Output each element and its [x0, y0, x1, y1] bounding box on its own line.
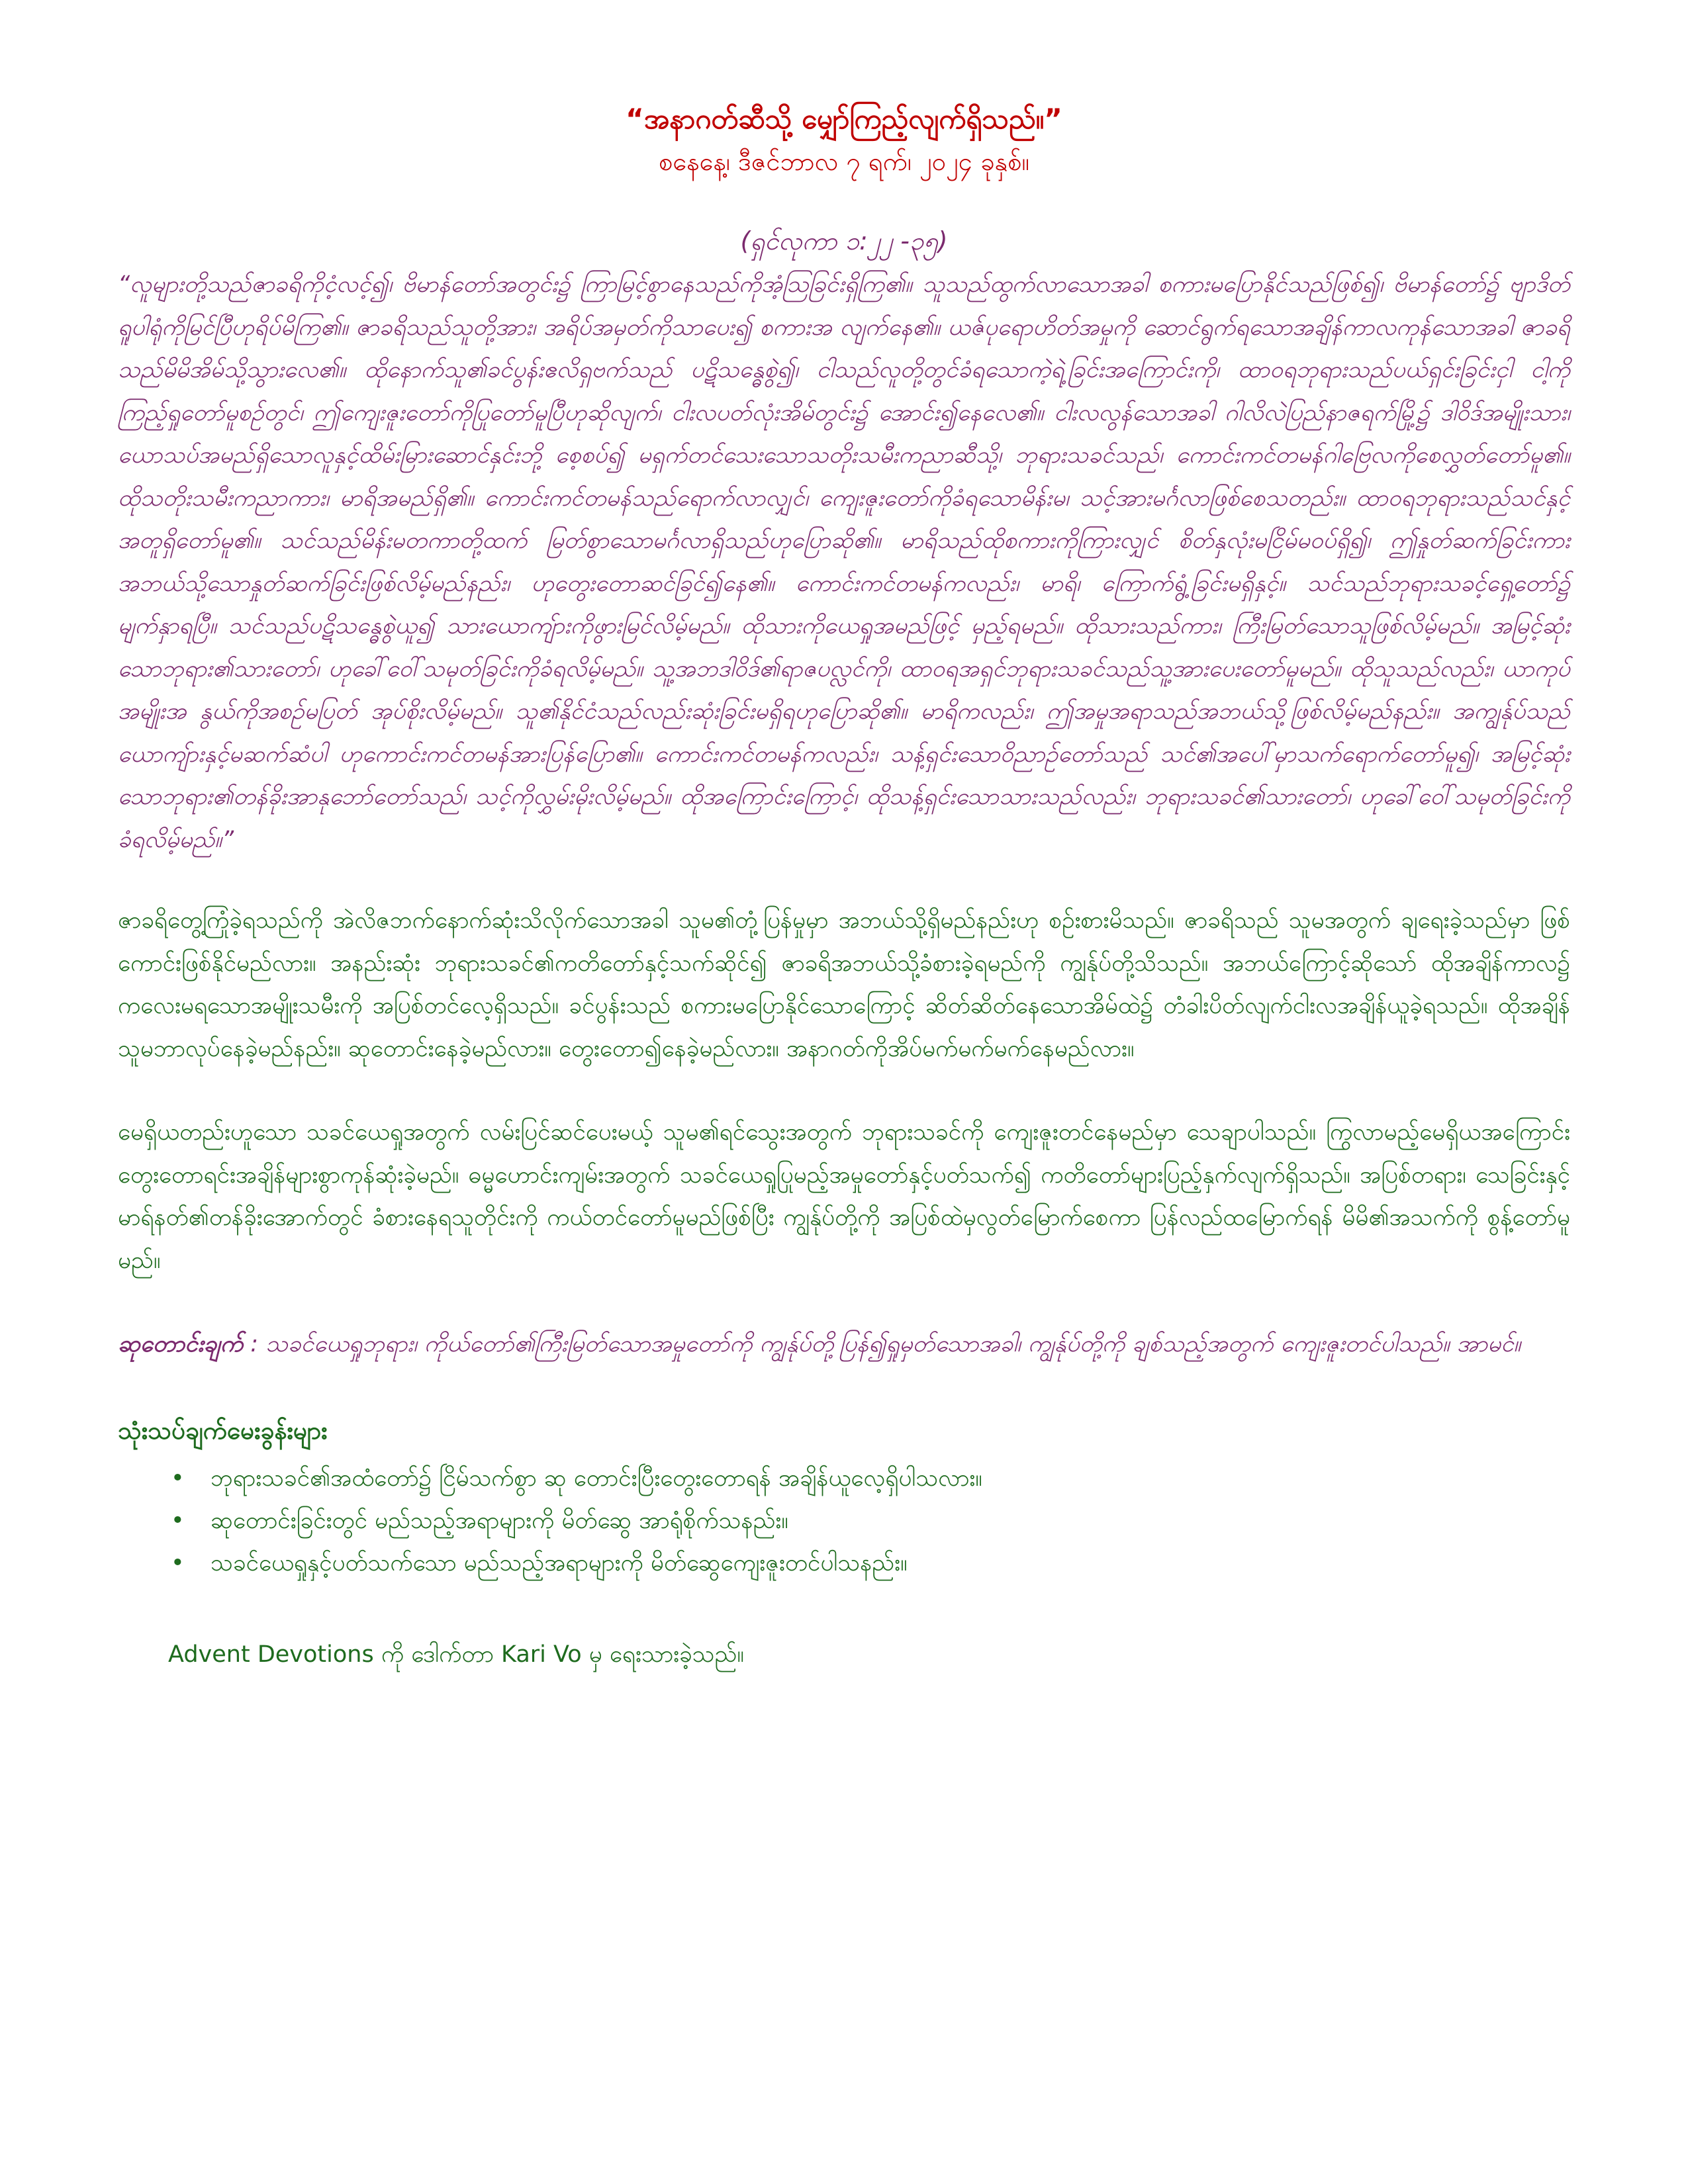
prayer-label: ဆုတောင်းချက် — [118, 1331, 244, 1357]
question-text: ဘုရားသခင်၏အထံတော်၌ ငြိမ်သက်စွာ ဆု တောင်းပြီးတွေးတောရန် အချိန်ယူလေ့ရှိပါသလား။ — [211, 1465, 982, 1492]
bullet-icon: • — [171, 1549, 185, 1576]
list-item — [171, 1542, 1570, 1584]
questions-heading: သုံးသပ်ချက်မေးခွန်းများ — [118, 1416, 328, 1445]
scripture-reference: (ရှင်လုကာ ၁:၂၂ -၃၅) — [740, 226, 948, 255]
page-title: “အနာဂတ်ဆီသို့ မျှော်ကြည့်လျက်ရှိသည်။” — [626, 103, 1062, 135]
question-text: ဆုတောင်းခြင်းတွင် မည်သည့်အရာများကို မိတ်ဆွေ အာရုံစိုက်သနည်း။ — [211, 1507, 788, 1534]
prayer-separator: : — [243, 1331, 266, 1357]
bullet-icon: • — [171, 1465, 185, 1492]
questions-list — [118, 1457, 1570, 1584]
page-date: စနေနေ့၊ ဒီဇင်ဘာလ ၇ ရက်၊ ၂၀၂၄ ခုနှစ်။ — [658, 147, 1030, 176]
list-item — [171, 1500, 1570, 1542]
prayer-text: သခင်ယေရှုဘုရား၊ ကိုယ်တော်၏ကြီးမြတ်သောအမှုတော်ကို ကျွန်ုပ်တို့ပြန်၍ရှုမှတ်သောအခါ၊ ကျွန်ုပ်တို့ကို ချစ်သည့်အတွက် ကျေးဇူးတင်ပါသည်။ အာမင်။ — [265, 1331, 1521, 1357]
author-credit: Advent Devotions ကို ဒေါက်တာ Kari Vo မှ ရေးသားခဲ့သည်။ — [168, 1641, 744, 1668]
scripture-text: “လူများတို့သည်ဇာခရိကိုငံ့လင့်၍၊ ဗိမာန်တော်အတွင်း၌ ကြာမြင့်စွာနေသည်ကိုအံ့ဩခြင်းရှိကြ၏။ သူသည်ထွက်လာသောအခါ စကားမပြောနိုင်သည်ဖြစ်၍၊ ဗိမာန်တော်၌ ဗျာဒိတ်ရူပါရုံကိုမြင်ပြီဟုရိပ်မိကြ၏။ ဇာခရိသည်သူတို့အား၊ အရိပ်အမှတ်ကိုသာပေး၍ စကားအ လျက်နေ၏။ ယဇ်ပုရောဟိတ်အမှုကို ဆောင်ရွက်ရသောအချိန်ကာလကုန်သောအခါ ဇာခရိသည်မိမိအိမ်သို့သွားလေ၏။ ထိုနောက်သူ၏ခင်ပွန်းဧလိရှဗက်သည် ပဋိသန္ဓေစွဲ၍၊ ငါသည်လူတို့တွင်ခံရသောကဲ့ရဲ့ခြင်းအကြောင်းကို၊ ထာဝရဘုရားသည်ပယ်ရှင်းခြင်းငှါ ငါ့ကိုကြည့်ရှုတော်မူစဉ်တွင်၊ ဤကျေးဇူးတော်ကိုပြုတော်မူပြီဟုဆိုလျက်၊ ငါးလပတ်လုံးအိမ်တွင်း၌ အောင်း၍နေလေ၏။ ငါးလလွန်သောအခါ ဂါလိလဲပြည်နာဇရက်မြို့၌ ဒါဝိဒ်အမျိုးသား၊ ယောသပ်အမည်ရှိသောလူနှင့်ထိမ်းမြားဆောင်နှင်းဘို့ စေ့စပ်၍ မရှက်တင်သေးသောသတိုးသမီးကညာဆီသို့၊ ဘုရားသခင်သည်၊ ကောင်းကင်တမန်ဂါဗြေလကိုစေလွှတ်တော်မူ၏။ ထိုသတိုးသမီးကညာကား၊ မာရိအမည်ရှိ၏။ ကောင်းကင်တမန်သည်ရောက်လာလျှင်၊ ကျေးဇူးတော်ကိုခံရသောမိန်းမ၊ သင့်အားမင်္ဂလာဖြစ်စေသတည်း။ ထာဝရဘုရားသည်သင်နှင့်အတူရှိတော်မူ၏။ သင်သည်မိန်းမတကာတို့ထက် မြတ်စွာသောမင်္ဂလာရှိသည်ဟုပြောဆို၏။ မာရိသည်ထိုစကားကိုကြားလျှင် စိတ်နှလုံးမငြိမ်မဝပ်ရှိ၍၊ ဤနှုတ်ဆက်ခြင်းကားအဘယ်သို့သောနှုတ်ဆက်ခြင်းဖြစ်လိမ့်မည်နည်း၊ ဟုတွေးတောဆင်ခြင်၍နေ၏။ ကောင်းကင်တမန်ကလည်း၊ မာရိ၊ ကြောက်ရွံ့ခြင်းမရှိနှင့်။ သင်သည်ဘုရားသခင့်ရှေ့တော်၌ မျက်နှာရပြီ။ သင်သည်ပဋိသန္ဓေစွဲယူ၍ သားယောကျ်ားကိုဖွားမြင်လိမ့်မည်။ ထိုသားကိုယေရှုအမည်ဖြင့် မှည့်ရမည်။ ထိုသားသည်ကား၊ ကြီးမြတ်သောသူဖြစ်လိမ့်မည်။ အမြင့်ဆုံးသောဘုရား၏သားတော်၊ ဟုခေါ်ဝေါ်သမုတ်ခြင်းကိုခံရလိမ့်မည်။ သူ့အဘဒါဝိဒ်၏ရာဇပလ္လင်ကို၊ ထာဝရအရှင်ဘုရားသခင်သည်သူ့အားပေးတော်မူမည်။ ထိုသူသည်လည်း၊ ယာကုပ်အမျိုးအ နွယ်ကိုအစဉ်မပြတ် အုပ်စိုးလိမ့်မည်။ သူ၏နိုင်ငံသည်လည်းဆုံးခြင်းမရှိရဟုပြောဆို၏။ မာရိကလည်း၊ ဤအမှုအရာသည်အဘယ်သို့ဖြစ်လိမ့်မည်နည်း။ အကျွန်ုပ်သည် ယောကျ်ားနှင့်မဆက်ဆံပါ ဟုကောင်းကင်တမန်အားပြန်ပြော၏။ ကောင်းကင်တမန်ကလည်း၊ သန့်ရှင်းသောဝိညာဉ်တော်သည် သင်၏အပေါ်မှာသက်ရောက်တော်မူ၍၊ အမြင့်ဆုံးသောဘုရား၏တန်ခိုးအာနုဘော်တော်သည်၊ သင့်ကိုလွှမ်းမိုးလိမ့်မည်။ ထိုအကြောင်းကြောင့်၊ ထိုသန့်ရှင်းသောသားသည်လည်း၊ ဘုရားသခင်၏သားတော်၊ ဟုခေါ်ဝေါ်သမုတ်ခြင်းကိုခံရလိမ့်မည်။” — [118, 271, 1570, 853]
list-item — [171, 1457, 1570, 1500]
reflection-paragraph-2: မေရှိယတည်းဟူသော သခင်ယေရှုအတွက် လမ်းပြင်ဆင်ပေးမယ့် သူမ၏ရင်သွေးအတွက် ဘုရားသခင်ကို ကျေးဇူးတင်နေမည်မှာ သေချာပါသည်။ ကြွလာမည့်မေရှိယအကြောင်း တွေးတောရင်းအချိန်များစွာကုန်ဆုံးခဲ့မည်။ ဓမ္မဟောင်းကျမ်းအတွက် သခင်ယေရှုပြုမည့်အမှုတော်နှင့်ပတ်သက်၍ ကတိတော်များပြည့်နှက်လျက်ရှိသည်။ အပြစ်တရား၊ သေခြင်းနှင့်မာရ်နတ်၏တန်ခိုးအောက်တွင် ခံစားနေရသူတိုင်းကို ကယ်တင်တော်မူမည်ဖြစ်ပြီး ကျွန်ုပ်တို့ကို အပြစ်ထဲမှလွတ်မြောက်စေကာ ပြန်လည်ထမြောက်ရန် မိမိ၏အသက်ကို စွန့်တော်မူမည်။ — [118, 1119, 1570, 1274]
reflection-paragraph-1: ဇာခရိတွေ့ကြုံခဲ့ရသည်ကို အဲလိဇဘက်နောက်ဆုံးသိလိုက်သောအခါ သူမ၏တုံ့ပြန်မှုမှာ အဘယ်သို့ရှိမည်နည်းဟု စဉ်းစားမိသည်။ ဇာခရိသည် သူမအတွက် ချရေးခဲ့သည်မှာ ဖြစ်ကောင်းဖြစ်နိုင်မည်လား။ အနည်းဆုံး ဘုရားသခင်၏ကတိတော်နှင့်သက်ဆိုင်၍ ဇာခရိအဘယ်သို့ခံစားခဲ့ရမည်ကို ကျွန်ုပ်တို့သိသည်။ အဘယ်ကြောင့်ဆိုသော် ထိုအချိန်ကာလ၌ ကလေးမရသောအမျိုးသမီးကို အပြစ်တင်လေ့ရှိသည်။ ခင်ပွန်းသည် စကားမပြောနိုင်သောကြောင့် ဆိတ်ဆိတ်နေသောအိမ်ထဲ၌ တံခါးပိတ်လျက်ငါးလအချိန်ယူခဲ့ရသည်။ ထိုအချိန် သူမဘာလုပ်နေခဲ့မည်နည်း။ ဆုတောင်းနေခဲ့မည်လား။ တွေးတော၍နေခဲ့မည်လား။ အနာဂတ်ကိုအိပ်မက်မက်မက်နေမည်လား။ — [118, 907, 1570, 1062]
prayer-paragraph — [118, 1323, 1570, 1366]
bullet-icon: • — [171, 1507, 185, 1534]
question-text: သခင်ယေရှုနှင့်ပတ်သက်သော မည်သည့်အရာများကို မိတ်ဆွေကျေးဇူးတင်ပါသနည်း။ — [211, 1549, 908, 1576]
